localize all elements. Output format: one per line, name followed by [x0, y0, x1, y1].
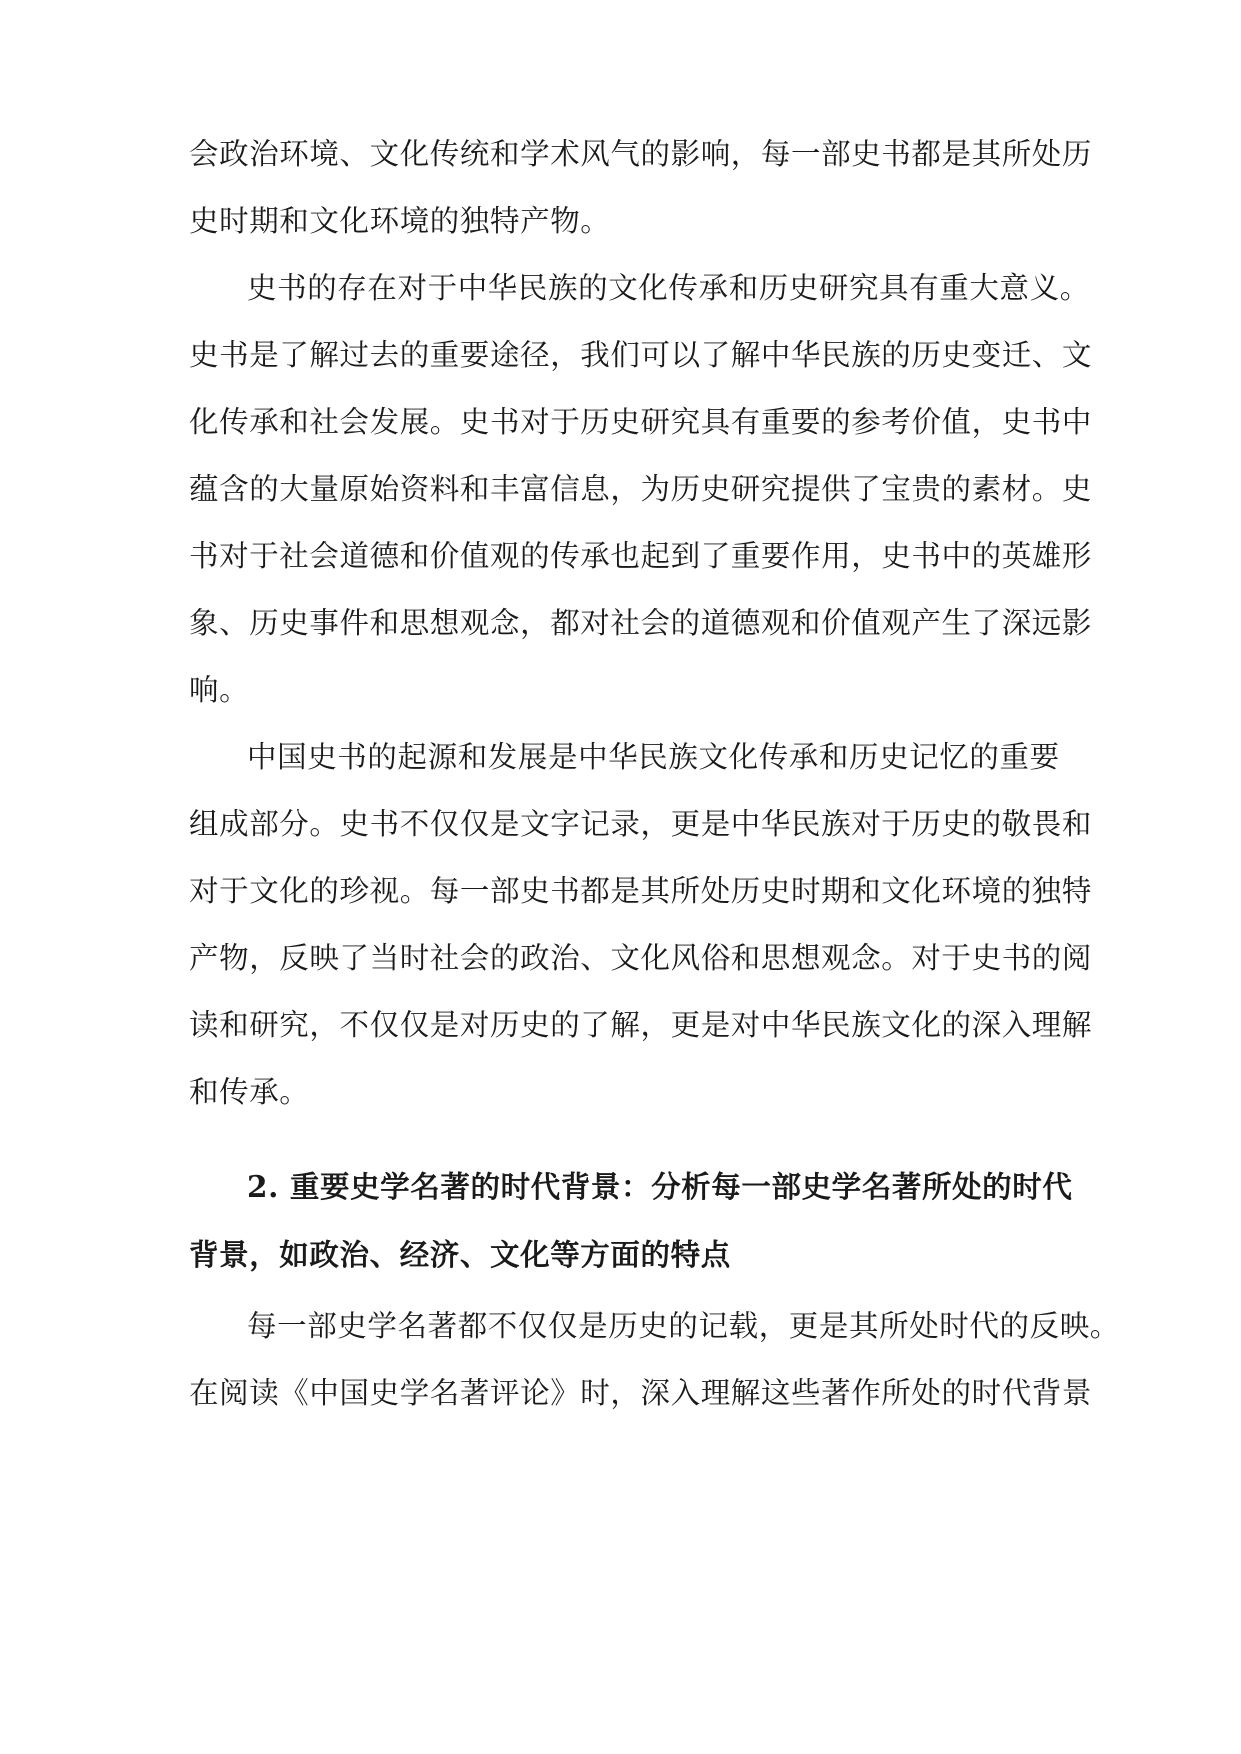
- section-heading-line-1: 2. 重要史学名著的时代背景：分析每一部史学名著所处的时代: [247, 1169, 1073, 1204]
- paragraph-2-line-6: 象、历史事件和思想观念，都对社会的道德观和价值观产生了深远影: [189, 606, 1093, 640]
- paragraph-4-line-1: 每一部史学名著都不仅仅是历史的记载，更是其所处时代的反映。: [247, 1309, 1120, 1343]
- paragraph-3-line-1: 中国史书的起源和发展是中华民族文化传承和历史记忆的重要: [247, 740, 1060, 774]
- paragraph-2-line-7: 响。: [189, 673, 250, 707]
- paragraph-3-line-2: 组成部分。史书不仅仅是文字记录，更是中华民族对于历史的敬畏和: [189, 807, 1093, 841]
- paragraph-2-line-3: 化传承和社会发展。史书对于历史研究具有重要的参考价值，史书中: [189, 405, 1093, 439]
- paragraph-4-line-2: 在阅读《中国史学名著评论》时，深入理解这些著作所处的时代背景: [189, 1376, 1093, 1410]
- paragraph-1-line-2: 史时期和文化环境的独特产物。: [189, 204, 611, 238]
- paragraph-3-line-4: 产物，反映了当时社会的政治、文化风俗和思想观念。对于史书的阅: [189, 941, 1093, 975]
- paragraph-3-line-6: 和传承。: [189, 1075, 310, 1109]
- section-heading-line-2: 背景，如政治、经济、文化等方面的特点: [189, 1237, 731, 1272]
- paragraph-3-line-5: 读和研究，不仅仅是对历史的了解，更是对中华民族文化的深入理解: [189, 1008, 1093, 1042]
- paragraph-2-line-5: 书对于社会道德和价值观的传承也起到了重要作用，史书中的英雄形: [189, 539, 1093, 573]
- paragraph-2-line-2: 史书是了解过去的重要途径，我们可以了解中华民族的历史变迁、文: [189, 338, 1093, 372]
- paragraph-2-line-1: 史书的存在对于中华民族的文化传承和历史研究具有重大意义。: [247, 271, 1090, 305]
- paragraph-3-line-3: 对于文化的珍视。每一部史书都是其所处历史时期和文化环境的独特: [189, 874, 1093, 908]
- paragraph-2-line-4: 蕴含的大量原始资料和丰富信息，为历史研究提供了宝贵的素材。史: [189, 472, 1093, 506]
- paragraph-1-line-1: 会政治环境、文化传统和学术风气的影响，每一部史书都是其所处历: [189, 137, 1093, 171]
